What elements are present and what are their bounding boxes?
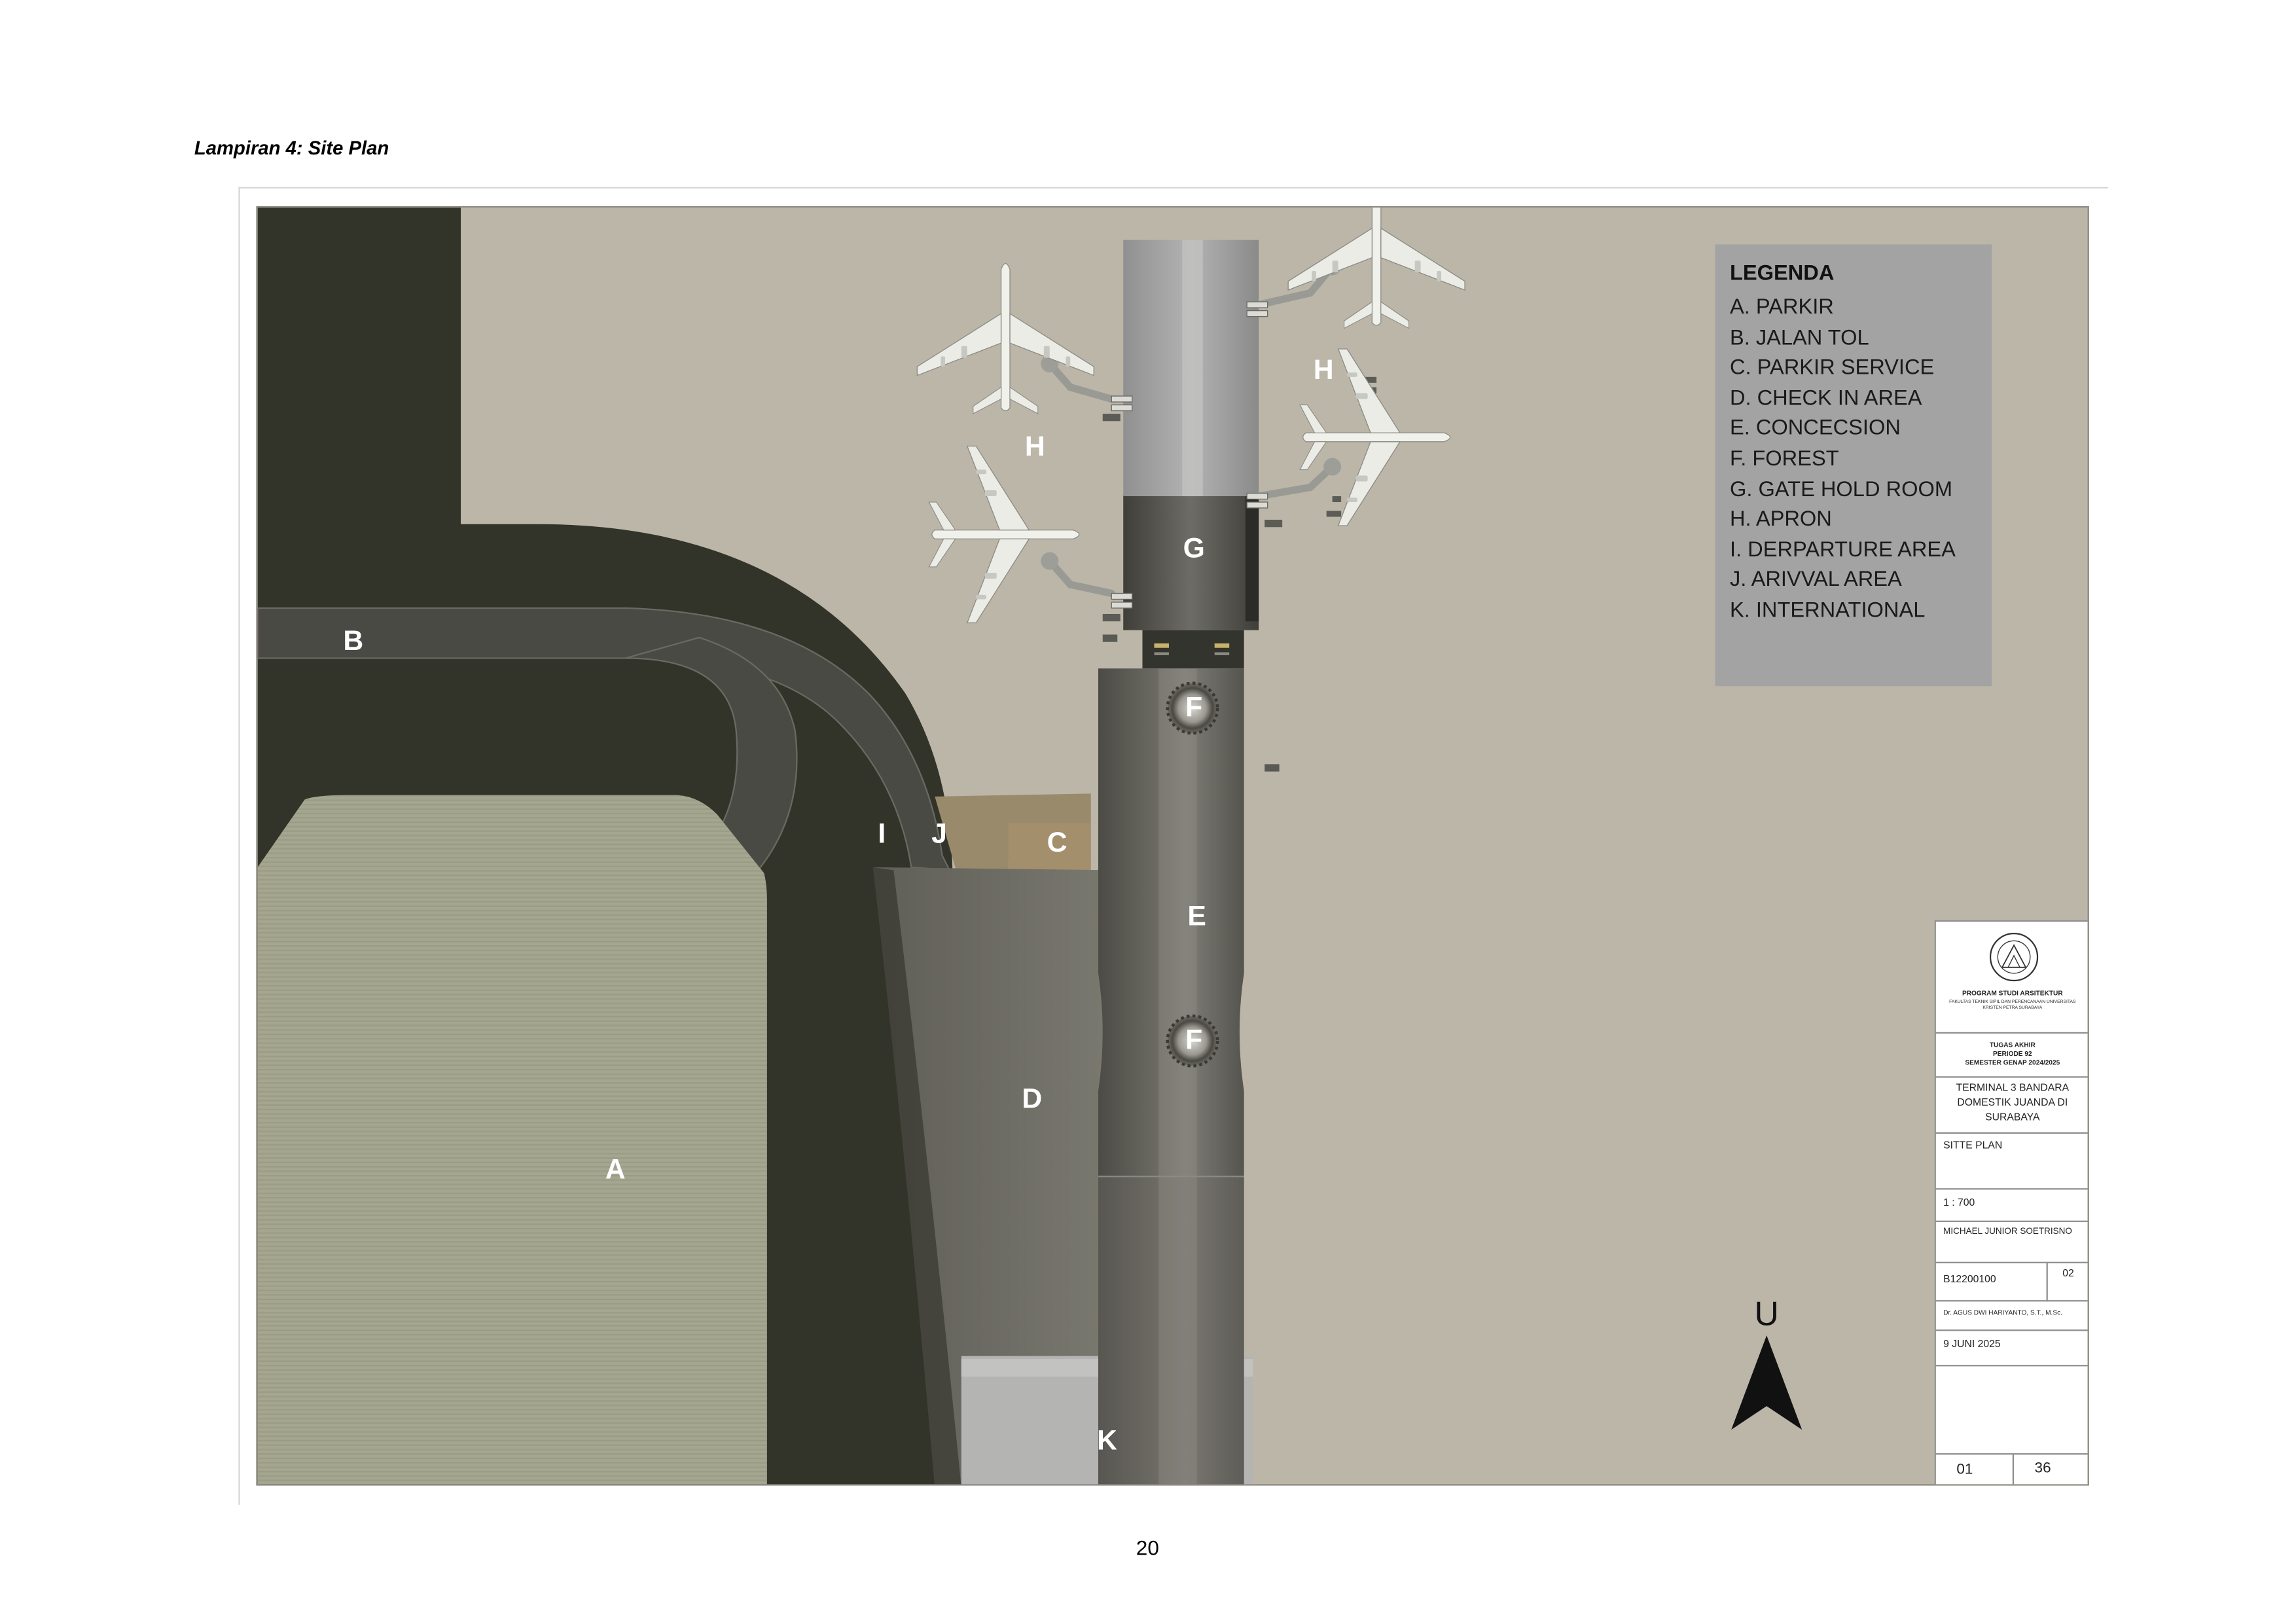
frame-line-top: [238, 187, 2108, 189]
title-block-sheets: [1936, 1454, 2089, 1485]
title-block-date: [1936, 1331, 2089, 1366]
sheet-number: 01: [1956, 1462, 1973, 1479]
title-block: [1935, 920, 2089, 1486]
supervisor-name: Dr. AGUS DWI HARIYANTO, S.T., M.Sc.: [1943, 1308, 2062, 1316]
university-seal-icon: [1988, 931, 2041, 984]
legend-item: E. CONCECSION: [1729, 417, 1901, 441]
title-block-institution: [1936, 922, 2089, 1034]
zone-label-j: J: [931, 819, 947, 850]
legend-item: F. FOREST: [1729, 447, 1839, 471]
legend-title: LEGENDA: [1729, 262, 1835, 286]
legend-item: B. JALAN TOL: [1729, 326, 1869, 350]
assignment-title: TUGAS AKHIR: [1989, 1041, 2036, 1049]
student-name: MICHAEL JUNIOR SOETRISNO: [1943, 1227, 2072, 1237]
zone-label-c: C: [1047, 828, 1067, 859]
zone-label-h-right: H: [1313, 355, 1334, 387]
title-block-project: [1936, 1078, 2089, 1134]
faculty-name: FAKULTAS TEKNIK SIPIL DAN PERENCANAAN UNIVERSITAS KRISTEN PETRA SURABAYA: [1949, 998, 2076, 1011]
sheet-total: 36: [2034, 1460, 2051, 1477]
id-divider: [2047, 1263, 2048, 1301]
legend-item: I. DERPARTURE AREA: [1729, 538, 1956, 562]
legend-item: J. ARIVVAL AREA: [1729, 569, 1902, 592]
title-block-student: [1936, 1222, 2089, 1263]
drawing-date: 9 JUNI 2025: [1943, 1339, 2001, 1350]
drawing-title: SITTE PLAN: [1943, 1141, 2003, 1151]
zone-label-a: A: [605, 1155, 626, 1186]
frame-line-left: [238, 187, 240, 1505]
zone-label-g: G: [1183, 533, 1205, 565]
project-line-3: SURABAYA: [1985, 1113, 2040, 1124]
zone-label-f-upper: F: [1185, 693, 1203, 724]
legend-item: A. PARKIR: [1729, 296, 1834, 320]
site-plan-drawing: [256, 206, 2089, 1486]
legend-item: G. GATE HOLD ROOM: [1729, 478, 1953, 502]
zone-label-e: E: [1187, 901, 1206, 933]
title-block-drawing: [1936, 1134, 2089, 1189]
title-block-notes: [1936, 1366, 2089, 1454]
title-block-student-id: [1936, 1263, 2089, 1301]
assignment-period: PERIODE 92: [1992, 1049, 2032, 1058]
title-block-scale: [1936, 1189, 2089, 1221]
zone-label-i: I: [878, 819, 886, 850]
zone-label-b: B: [343, 626, 364, 658]
north-arrow: [1730, 1294, 1803, 1435]
program-name: PROGRAM STUDI ARSITEKTUR: [1962, 989, 2063, 997]
sheets-divider: [2013, 1454, 2014, 1485]
page-caption: Lampiran 4: Site Plan: [194, 137, 389, 159]
sheet-code: 02: [2062, 1269, 2074, 1280]
legend-panel: [1715, 244, 1992, 686]
zone-label-d: D: [1022, 1084, 1043, 1115]
project-line-1: TERMINAL 3 BANDARA: [1956, 1083, 2070, 1094]
legend-item: C. PARKIR SERVICE: [1729, 356, 1935, 380]
zone-label-f-lower: F: [1185, 1025, 1203, 1056]
student-id: B12200100: [1943, 1274, 1996, 1286]
legend-item: K. INTERNATIONAL: [1729, 599, 1926, 623]
drawing-scale: 1 : 700: [1943, 1198, 1975, 1209]
zone-label-k: K: [1097, 1426, 1117, 1457]
legend-item: D. CHECK IN AREA: [1729, 387, 1922, 411]
title-block-assignment: [1936, 1034, 2089, 1077]
north-arrow-icon: [1730, 1294, 1803, 1435]
title-block-supervisor: [1936, 1301, 2089, 1331]
north-letter: U: [1754, 1294, 1779, 1333]
zone-label-h-left: H: [1024, 432, 1045, 463]
page-number: 20: [1136, 1536, 1159, 1560]
legend-item: H. APRON: [1729, 508, 1832, 532]
assignment-semester: SEMESTER GENAP 2024/2025: [1965, 1058, 2060, 1066]
project-line-2: DOMESTIK JUANDA DI: [1957, 1098, 2068, 1109]
